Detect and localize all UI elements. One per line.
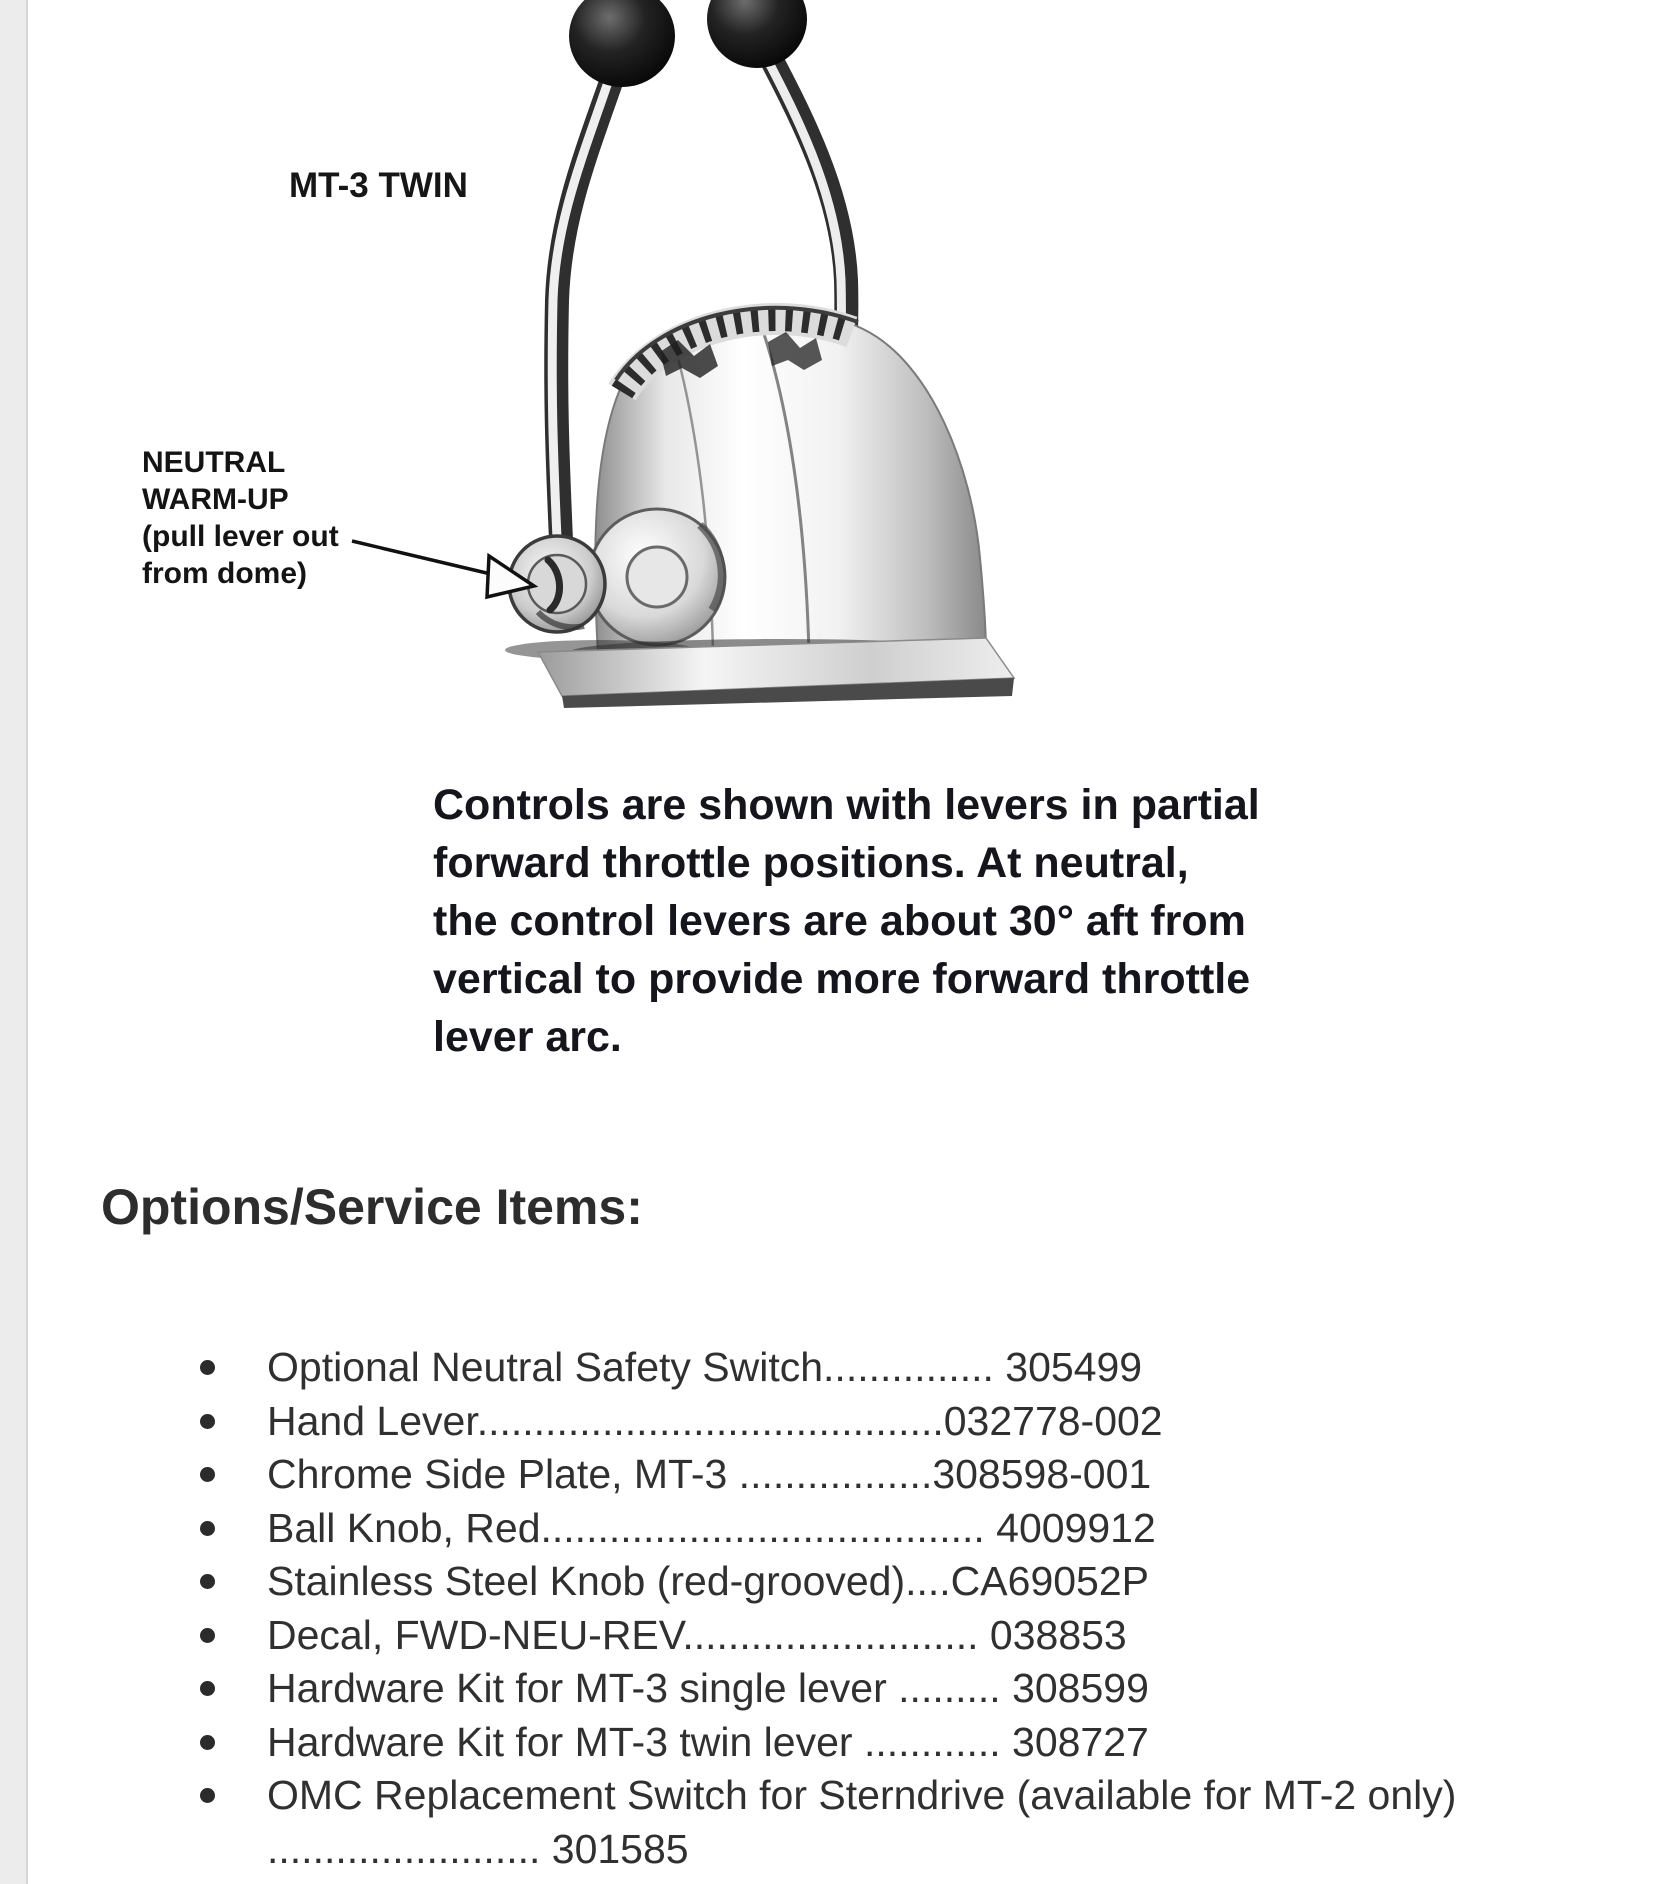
- list-item-text: Optional Neutral Safety Switch............... 305499: [267, 1344, 1143, 1390]
- bullet-dot: [200, 1735, 215, 1750]
- list-item: [200, 1502, 1456, 1556]
- bullet-dot: [200, 1574, 215, 1589]
- bullet-dot: [200, 1788, 215, 1803]
- product-photo-illustration: [300, 0, 1020, 710]
- left-ball-knob: [569, 0, 675, 87]
- bullet-dot: [200, 1681, 215, 1696]
- list-item: [200, 1609, 1456, 1663]
- list-item-text: Decal, FWD-NEU-REV.......................... 038853: [267, 1611, 1127, 1658]
- bullet-dot: [200, 1414, 215, 1429]
- caption-line: Controls are shown with levers in partial: [433, 781, 1260, 829]
- callout-line: (pull lever out: [142, 520, 339, 553]
- list-item: [200, 1716, 1456, 1770]
- callout-arrow-icon: [352, 541, 534, 597]
- list-item-text: Stainless Steel Knob (red-grooved)....CA69052P: [267, 1558, 1150, 1604]
- base-platform: [505, 638, 1014, 708]
- list-item: [200, 1341, 1456, 1395]
- bullet-dot: [200, 1360, 215, 1375]
- bullet-dot: [200, 1628, 215, 1643]
- figure-caption: [433, 776, 1260, 1066]
- side-plate: [589, 509, 725, 645]
- caption-line: lever arc.: [433, 1013, 622, 1061]
- callout-line: NEUTRAL: [142, 446, 286, 479]
- section-heading: Options/Service Items:: [101, 1179, 643, 1235]
- callout-line: from dome): [142, 557, 307, 590]
- right-ball-knob: [707, 0, 807, 68]
- list-item-text: Hand Lever.........................................032778-002: [267, 1397, 1163, 1444]
- list-item-text: OMC Replacement Switch for Sterndrive (available for MT-2 only): [267, 1772, 1457, 1818]
- list-item: [200, 1448, 1456, 1502]
- neutral-warmup-callout: [142, 444, 339, 592]
- product-label: MT-3 TWIN: [289, 166, 468, 205]
- caption-line: vertical to provide more forward throttle: [433, 955, 1251, 1003]
- list-item: [200, 1555, 1456, 1609]
- viewer-gutter: [0, 0, 28, 1884]
- list-item-text: Ball Knob, Red....................................... 4009912: [267, 1504, 1156, 1551]
- callout-line: WARM-UP: [142, 483, 289, 516]
- caption-line: forward throttle positions. At neutral,: [433, 839, 1189, 887]
- list-item-text: Hardware Kit for MT-3 twin lever ............ 308727: [267, 1718, 1149, 1765]
- list-item: [200, 1395, 1456, 1449]
- options-service-list: [200, 1341, 1456, 1876]
- bullet-dot: [200, 1467, 215, 1482]
- list-item-text: Hardware Kit for MT-3 single lever ......... 308599: [267, 1665, 1149, 1711]
- list-item-text: ........................ 301585: [267, 1825, 689, 1872]
- caption-line: the control levers are about 30° aft from: [433, 897, 1246, 945]
- list-item-text: Chrome Side Plate, MT-3 .................308598-001: [267, 1451, 1152, 1497]
- bullet-dot: [200, 1521, 215, 1536]
- list-item: [200, 1769, 1456, 1823]
- list-item: [200, 1662, 1456, 1716]
- list-item-continuation: [200, 1823, 1456, 1877]
